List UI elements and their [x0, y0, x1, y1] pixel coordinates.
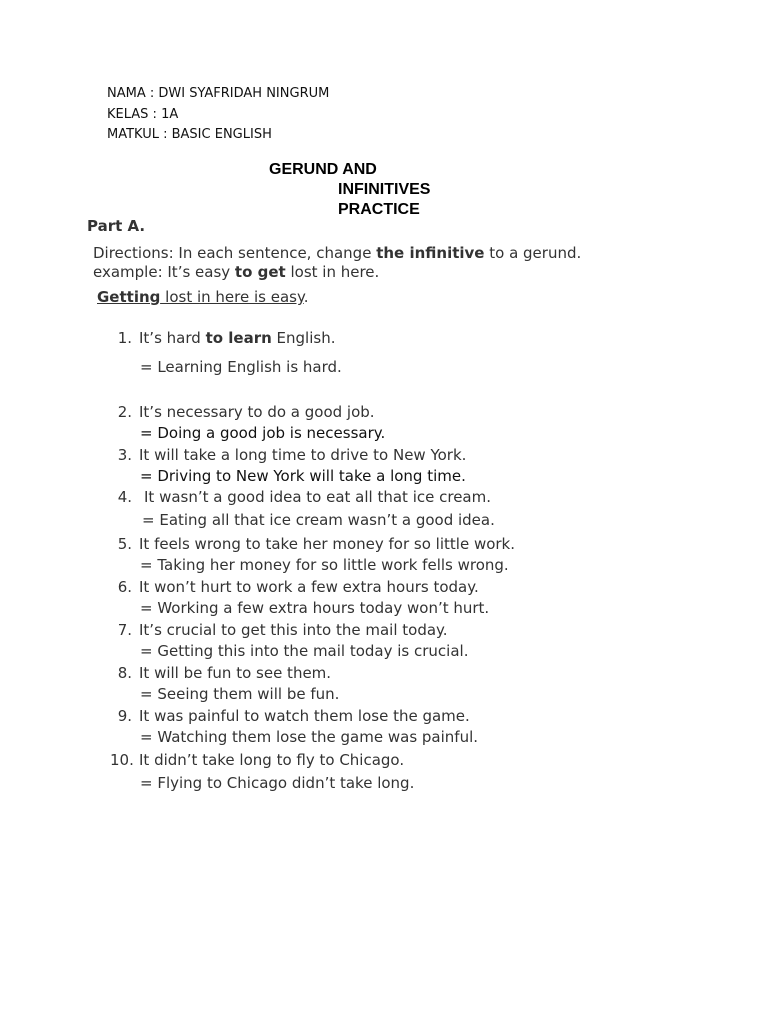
name-line: NAMA : DWI SYAFRIDAH NINGRUM — [107, 86, 330, 101]
item-answer: = Flying to Chicago didn’t take long. — [140, 774, 415, 792]
item-answer: = Eating all that ice cream wasn’t a good idea. — [142, 511, 495, 529]
item-number: 6. — [117, 578, 132, 596]
item-answer: = Learning English is hard. — [140, 358, 342, 376]
directions-text: Directions: In each sentence, change — [93, 244, 377, 262]
item-number: 10. — [110, 751, 134, 769]
item-answer: = Watching them lose the game was painful. — [140, 728, 479, 746]
example-answer — [97, 288, 309, 306]
part-heading: Part A. — [87, 217, 146, 235]
directions-bold: the infinitive — [376, 244, 485, 262]
item-number: 1. — [117, 329, 132, 347]
item-question: It won’t hurt to work a few extra hours today. — [139, 578, 479, 596]
question-text-end: English. — [271, 329, 336, 347]
item-question: It will take a long time to drive to New York. — [139, 446, 467, 464]
directions — [93, 244, 581, 262]
item-answer: = Doing a good job is necessary. — [140, 424, 386, 442]
example-text-end: lost in here. — [285, 263, 380, 281]
title-line-2: INFINITIVES — [338, 181, 431, 198]
example — [93, 263, 379, 281]
item-answer: = Getting this into the mail today is crucial. — [140, 642, 469, 660]
item-answer: = Taking her money for so little work fells wrong. — [140, 556, 509, 574]
item-question: It’s crucial to get this into the mail today. — [139, 621, 448, 639]
title-line-3: PRACTICE — [338, 201, 420, 218]
item-question: It’s necessary to do a good job. — [139, 403, 375, 421]
item-question: It wasn’t a good idea to eat all that ice cream. — [144, 488, 491, 506]
item-number: 8. — [117, 664, 132, 682]
item-number: 7. — [117, 621, 132, 639]
item-number: 4. — [117, 488, 132, 506]
item-question: It was painful to watch them lose the game. — [139, 707, 470, 725]
title-line-1: GERUND AND — [269, 161, 377, 178]
example-bold: to get — [234, 263, 286, 281]
item-question — [139, 329, 335, 347]
directions-text-end: to a gerund. — [484, 244, 582, 262]
item-number: 5. — [117, 535, 132, 553]
item-answer: = Working a few extra hours today won’t hurt. — [140, 599, 490, 617]
item-answer: = Driving to New York will take a long time. — [140, 467, 466, 485]
question-text: It’s hard — [139, 329, 206, 347]
example-answer-text: lost in here is easy — [160, 288, 304, 306]
example-text: example: It’s easy — [93, 263, 235, 281]
class-line: KELAS : 1A — [107, 107, 179, 122]
question-bold: to learn — [205, 329, 272, 347]
course-line: MATKUL : BASIC ENGLISH — [107, 127, 272, 142]
item-number: 2. — [117, 403, 132, 421]
example-answer-period: . — [303, 288, 309, 306]
item-question: It will be fun to see them. — [139, 664, 332, 682]
item-number: 9. — [117, 707, 132, 725]
item-question: It didn’t take long to fly to Chicago. — [139, 751, 405, 769]
item-question: It feels wrong to take her money for so little work. — [139, 535, 516, 553]
item-answer: = Seeing them will be fun. — [140, 685, 340, 703]
example-answer-bold: Getting — [97, 288, 161, 306]
item-number: 3. — [117, 446, 132, 464]
